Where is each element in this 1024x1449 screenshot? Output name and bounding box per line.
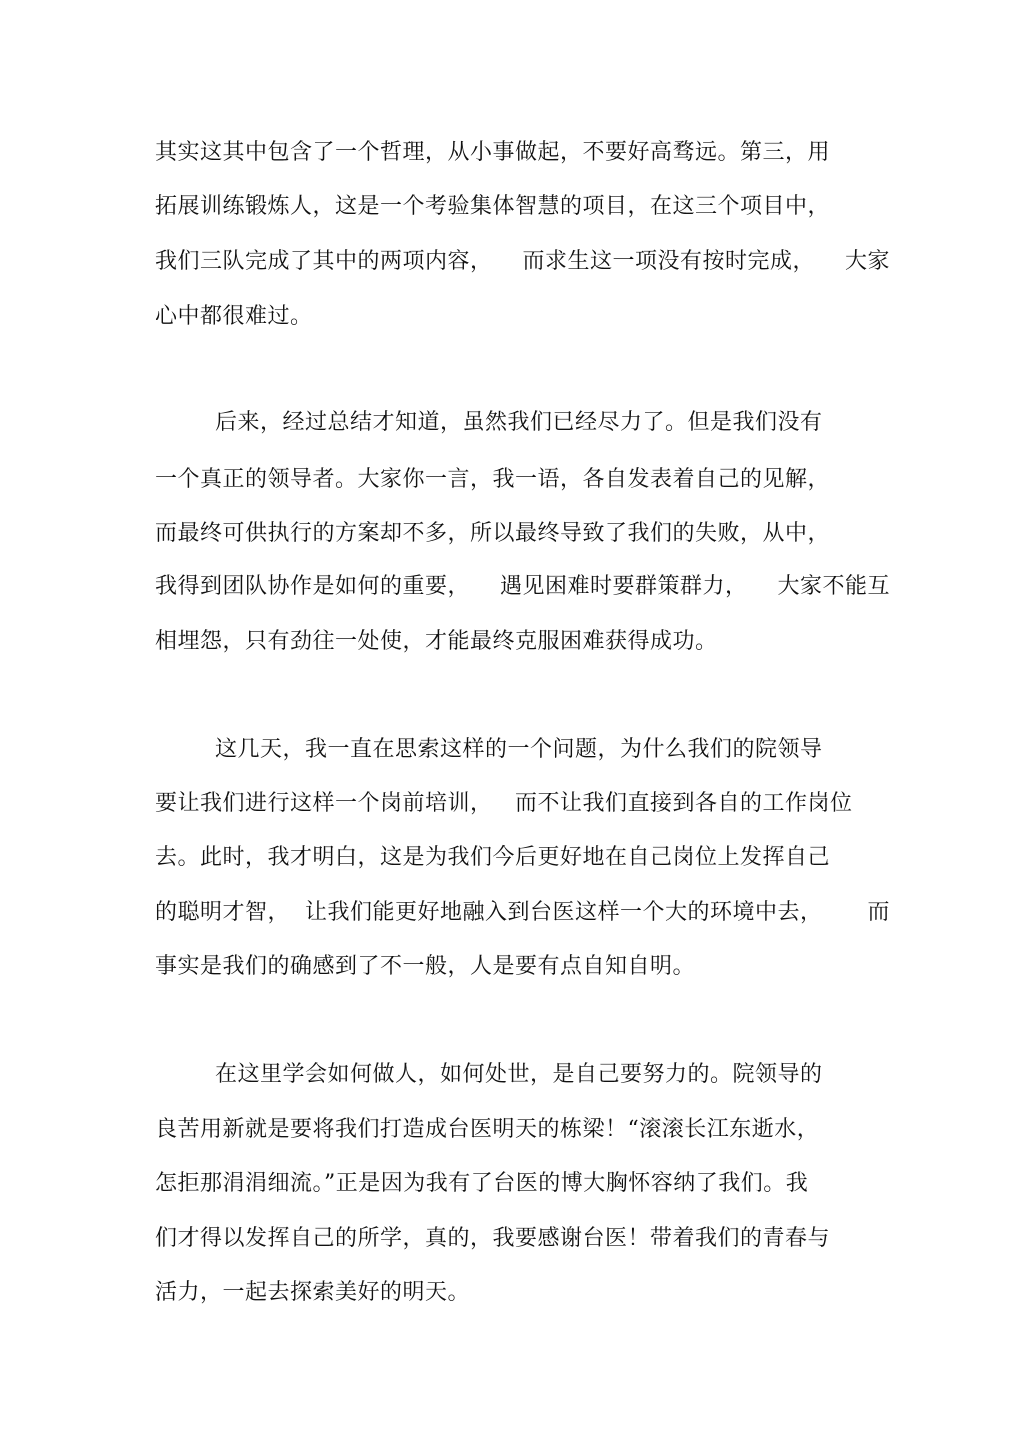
paragraph-2-line-5: 相埋怨，只有劲往一处使，才能最终克服困难获得成功。 [155, 629, 718, 654]
paragraph-2-line-2: 一个真正的领导者。大家你一言，我一语，各自发表着自己的见解， [155, 467, 831, 492]
paragraph-1-line-1: 其实这其中包含了一个哲理，从小事做起，不要好高骛远。第三，用 [155, 140, 831, 165]
paragraph-3-line-2: 要让我们进行这样一个岗前培训， 而不让我们直接到各自的工作岗位 [155, 791, 853, 816]
paragraph-4-line-3: 怎拒那涓涓细流。”正是因为我有了台医的博大胸怀容纳了我们。我 [155, 1171, 809, 1196]
paragraph-2-line-3: 而最终可供执行的方案却不多，所以最终导致了我们的失败，从中， [155, 521, 831, 546]
paragraph-4-line-2: 良苦用新就是要将我们打造成台医明天的栋梁！“滚滚长江东逝水， [155, 1117, 820, 1142]
paragraph-3-line-3: 去。此时，我才明白，这是为我们今后更好地在自己岗位上发挥自己 [155, 845, 831, 870]
paragraph-3-line-4: 的聪明才智， 让我们能更好地融入到台医这样一个大的环境中去， 而 [155, 900, 890, 925]
paragraph-2-line-1: 后来，经过总结才知道，虽然我们已经尽力了。但是我们没有 [215, 410, 823, 435]
paragraph-3-line-5: 事实是我们的确感到了不一般，人是要有点自知自明。 [155, 954, 696, 979]
paragraph-4-line-5: 活力，一起去探索美好的明天。 [155, 1280, 471, 1305]
paragraph-1-line-4: 心中都很难过。 [155, 304, 313, 329]
paragraph-4-line-1: 在这里学会如何做人，如何处世，是自己要努力的。院领导的 [215, 1062, 823, 1087]
paragraph-4-line-4: 们才得以发挥自己的所学，真的，我要感谢台医！带着我们的青春与 [155, 1226, 831, 1251]
paragraph-3-line-1: 这几天，我一直在思索这样的一个问题，为什么我们的院领导 [215, 737, 823, 762]
paragraph-2-line-4: 我得到团队协作是如何的重要， 遇见困难时要群策群力， 大家不能互 [155, 574, 890, 599]
paragraph-1-line-2: 拓展训练锻炼人，这是一个考验集体智慧的项目，在这三个项目中， [155, 194, 831, 219]
paragraph-1-line-3: 我们三队完成了其中的两项内容， 而求生这一项没有按时完成， 大家 [155, 249, 890, 274]
